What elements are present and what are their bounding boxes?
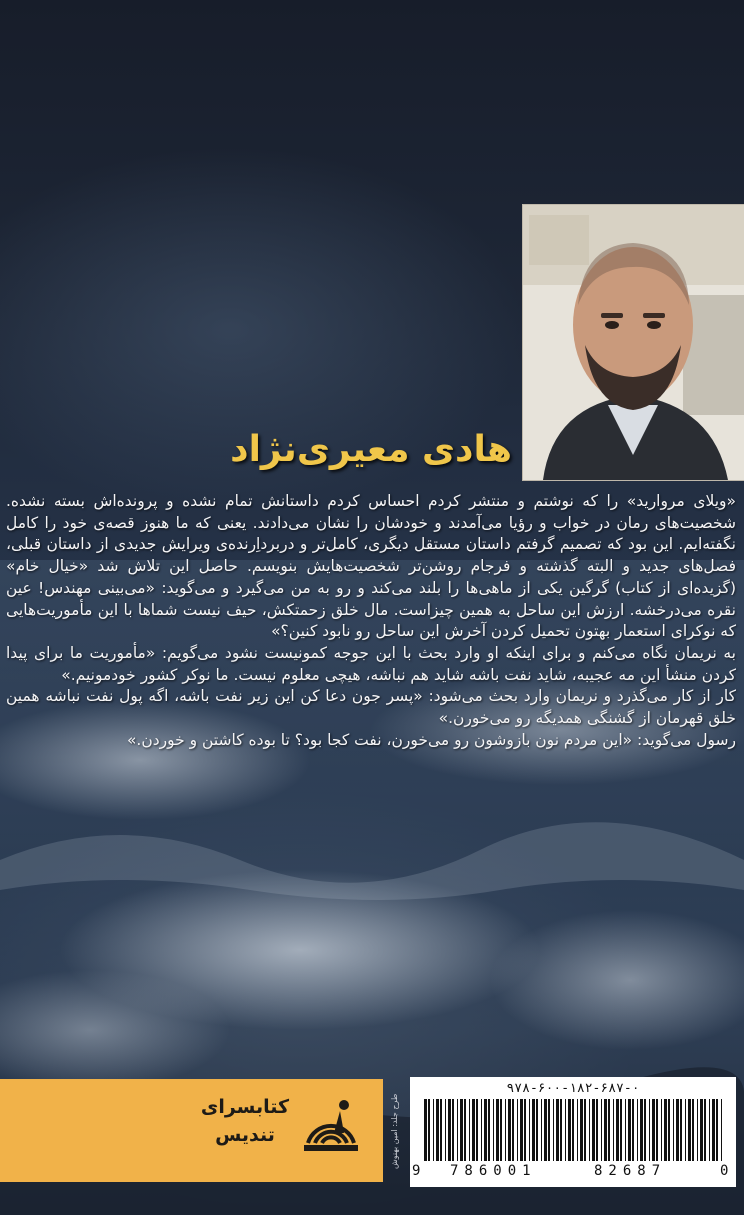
barcode-bar <box>457 1099 458 1161</box>
barcode-bar <box>700 1099 703 1161</box>
barcode <box>410 1077 736 1187</box>
barcode-bar <box>548 1099 550 1161</box>
barcode-bar <box>668 1099 670 1161</box>
barcode-bar <box>448 1099 451 1161</box>
barcode-bar <box>688 1099 691 1161</box>
barcode-bar <box>584 1099 586 1161</box>
barcode-bar <box>556 1099 559 1161</box>
ean-group-left: 786001 <box>450 1163 537 1179</box>
barcode-bar <box>560 1099 562 1161</box>
publisher-name-line2: تندیس <box>215 1124 275 1146</box>
barcode-bar <box>572 1099 574 1161</box>
barcode-bar <box>508 1099 511 1161</box>
barcode-bar <box>472 1099 475 1161</box>
barcode-bar <box>644 1099 646 1161</box>
barcode-bar <box>601 1099 602 1161</box>
barcode-bar <box>652 1099 655 1161</box>
isbn-number: ۹۷۸-۶۰۰-۱۸۲-۶۸۷-۰ <box>506 1081 640 1096</box>
barcode-bar <box>625 1099 626 1161</box>
barcode-bar <box>565 1099 566 1161</box>
barcode-bar <box>532 1099 535 1161</box>
barcode-bar <box>428 1099 430 1161</box>
barcode-bar <box>709 1099 710 1161</box>
barcode-bar <box>469 1099 470 1161</box>
barcode-bar <box>716 1099 718 1161</box>
barcode-bar <box>496 1099 499 1161</box>
barcode-bar <box>589 1099 590 1161</box>
ean-digit-first: 9 <box>412 1163 421 1179</box>
publisher-logo-icon <box>300 1093 362 1159</box>
barcode-bars <box>424 1099 722 1161</box>
barcode-bar <box>680 1099 682 1161</box>
barcode-bar <box>436 1099 439 1161</box>
barcode-bar <box>697 1099 698 1161</box>
barcode-bar <box>676 1099 679 1161</box>
blurb-paragraph: «ویلای مروارید» را که نوشتم و منتشر کردم احساس کردم داستانش تمام نشده و پرونده‌اش بسته نشده. شخصیت‌های رمان در خواب و رؤیا می‌آمدند و خودشان را نشان می‌دادند. یعنی که ما هنوز قصه‌ی خود را کامل نگفته‌ایم. این بود که تصمیم گرفتم داستان مستقل دیگری، کامل‌تر و دربرداِرنده‌ی ویرایش جدیدی از داستان قبلی، فصل‌های جدید و البته گذشته و فرجام روشن‌تر شخصیت‌هایش بنویسم. حاصل این تلاش شد «خیال خام» (گزیده‌ای از کتاب) گرگین یکی از ماهی‌ها را بلند می‌کند و رو به من می‌گیرد و می‌گوید: «می‌بینی مهندس! عین نقره می‌درخشه. ارزش این ساحل به همین چیزاست. مال خلق زحمتکش، حیف نیست شماها با این مأموریت‌هایی که نوکرای استعمار بهتون تحمیل کردن آخرش این ساحل رو نابود کنین؟» <box>6 492 736 641</box>
barcode-bar <box>568 1099 571 1161</box>
barcode-bar <box>484 1099 487 1161</box>
barcode-bar <box>536 1099 538 1161</box>
barcode-bar <box>628 1099 631 1161</box>
ean-digit-last: 0 <box>720 1163 729 1179</box>
blurb-text <box>6 491 736 751</box>
barcode-bar <box>553 1099 554 1161</box>
barcode-bar <box>524 1099 526 1161</box>
barcode-bar <box>505 1099 506 1161</box>
barcode-bar <box>620 1099 622 1161</box>
barcode-bar <box>520 1099 523 1161</box>
publisher-band <box>0 1079 383 1182</box>
publisher-name-line1: کتابسرای <box>200 1096 290 1118</box>
barcode-bar <box>592 1099 595 1161</box>
barcode-bar <box>445 1099 446 1161</box>
barcode-bar <box>481 1099 482 1161</box>
barcode-bar <box>517 1099 518 1161</box>
barcode-bar <box>664 1099 667 1161</box>
barcode-bar <box>577 1099 578 1161</box>
barcode-bar <box>464 1099 466 1161</box>
author-photo <box>523 205 744 480</box>
barcode-bar <box>500 1099 502 1161</box>
barcode-bar <box>637 1099 638 1161</box>
barcode-bar <box>656 1099 658 1161</box>
publisher-name <box>190 1093 300 1149</box>
blurb-paragraph: رسول می‌گوید: «این مردم نون بازوشون رو می‌خورن، نفت کجا بود؟ تا بوده کاشتن و خوردن.» <box>126 730 736 749</box>
barcode-bar <box>712 1099 715 1161</box>
barcode-bar <box>640 1099 643 1161</box>
barcode-bar <box>529 1099 530 1161</box>
barcode-bar <box>512 1099 514 1161</box>
barcode-bar <box>452 1099 454 1161</box>
barcode-bar <box>613 1099 614 1161</box>
barcode-bar <box>692 1099 694 1161</box>
barcode-bar <box>580 1099 583 1161</box>
barcode-bar <box>488 1099 490 1161</box>
barcode-bar <box>476 1099 478 1161</box>
barcode-bar <box>704 1099 706 1161</box>
barcode-bar <box>721 1099 722 1161</box>
barcode-bar <box>632 1099 634 1161</box>
cover-credit: طرح جلد: امین بهنوش <box>390 1093 399 1170</box>
barcode-bar <box>424 1099 427 1161</box>
barcode-bar <box>604 1099 607 1161</box>
barcode-bar <box>541 1099 542 1161</box>
author-portrait-icon <box>523 205 744 480</box>
author-name: هادی معیری‌نژاد <box>230 429 512 470</box>
barcode-bar <box>685 1099 686 1161</box>
barcode-bar <box>433 1099 434 1161</box>
barcode-bar <box>661 1099 662 1161</box>
ean-group-right: 82687 <box>594 1163 667 1179</box>
barcode-bar <box>544 1099 547 1161</box>
barcode-bar <box>608 1099 610 1161</box>
blurb-paragraph: به نریمان نگاه می‌کنم و برای اینکه او وارد بحث با این جوجه کمونیست نشود می‌گویم: «مأموریت ما برای پیدا کردن منشأ این مه عجیبه، شاید نفت باشه شاید هم نباشه، هیچی معلوم نیست. ما نوکر کشور خودمونیم.» <box>6 643 736 684</box>
barcode-bar <box>649 1099 650 1161</box>
barcode-bar <box>596 1099 598 1161</box>
barcode-bar <box>616 1099 619 1161</box>
barcode-bar <box>440 1099 442 1161</box>
barcode-bar <box>493 1099 494 1161</box>
barcode-bar <box>673 1099 674 1161</box>
barcode-bar <box>460 1099 463 1161</box>
blurb-paragraph: کار از کار می‌گذرد و نریمان وارد بحث می‌شود: «پسر جون دعا کن این زیر نفت باشه، اگه پول نفت نباشه همین خلق قهرمان از گشنگی همدیگه رو می‌خورن.» <box>6 687 736 728</box>
